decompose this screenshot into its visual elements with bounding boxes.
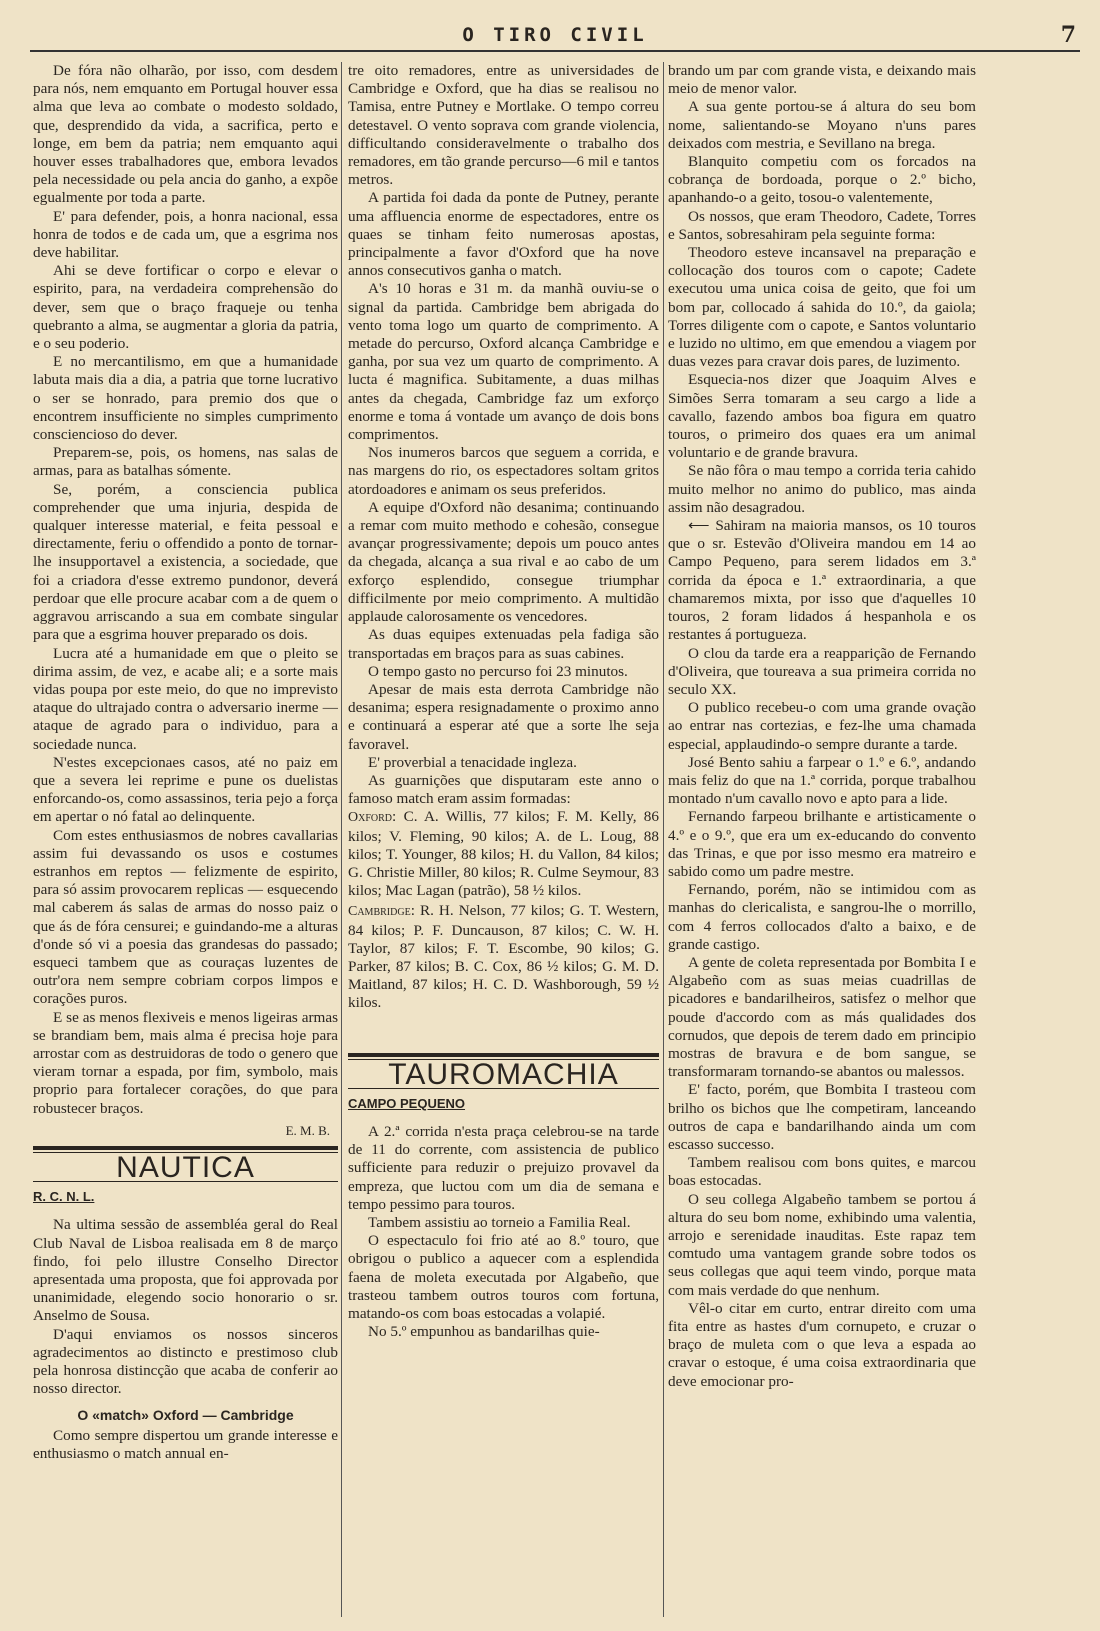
essay-body bbox=[33, 62, 338, 1118]
paragraph: Apesar de mais esta derrota Cambridge não desanima; espera resignadamente o proximo anno e continuará a esperar até que a sorte lhe seja favoravel. bbox=[348, 680, 659, 753]
paragraph: Como sempre dispertou um grande interesse e enthusiasmo o match annual en- bbox=[33, 1426, 338, 1462]
paragraph: O espectaculo foi frio até ao 8.º touro, que obrigou o publico a aquecer com a esplendida faena de moleta executada por Algabeño, que trasteou tambem outros touros com fortuna, matando-os com boas estocadas a volapié. bbox=[348, 1232, 659, 1322]
paragraph: O tempo gasto no percurso foi 23 minutos. bbox=[368, 662, 628, 680]
paragraph: E' para defender, pois, a honra nacional, essa honra de todos e de cada um, que a esgrima nos deve habilitar. bbox=[33, 207, 338, 262]
crew-members: C. A. Willis, 77 kilos; F. M. Kelly, 86 kilos; V. Fleming, 90 kilos; A. de L. Loug, 88 kilos; T. Younger, 88 kilos; H. du Vallon, 84 kilos; G. Christie Miller, 80 kilos; R. Culme Seymour, 83 kilos; Mac Lagan (patrão), 58 ½ kilos. bbox=[348, 808, 659, 900]
column-3 bbox=[668, 62, 976, 1619]
paragraph: Tambem assistiu ao torneio a Familia Real. bbox=[368, 1213, 631, 1231]
paragraph: Esquecia-nos dizer que Joaquim Alves e Simões Serra tomaram a seu cargo a lide a cavallo, fazendo ambos boa figura em quatro touros, o primeiro dos quaes era um animal voluntario e de grande bravura. bbox=[668, 371, 976, 462]
paragraph: Fernando farpeou brilhante e artisticamente o 4.º e o 9.º, que era um ex-educando do convento das Trinas, e que por isso mesmo era matreiro e sabido como um padre mestre. bbox=[668, 808, 976, 880]
paragraph: No 5.º empunhou as bandarilhas quie- bbox=[368, 1323, 600, 1341]
column-divider bbox=[663, 62, 664, 1617]
column-2 bbox=[348, 62, 659, 1619]
paragraph: Theodoro esteve incansavel na preparação e collocação dos touros com o capote; Cadete executou uma unica coisa de geito, que foi um bom par, collocado á sahida do 10.º, da gaiola; Torres diligente com o capote, e Santos voluntario e luzido no ultimo, em que emendou a viagem por duas vezes para cravar dois pares, de luzimento. bbox=[668, 244, 976, 371]
paragraph: Se não fôra o mau tempo a corrida teria cahido muito melhor no animo do publico, mas ainda assim não desagradou. bbox=[668, 462, 976, 516]
paragraph: José Bento sahiu a farpear o 1.º e 6.º, andando mais feliz do que na 1.ª corrida, porque trabalhou montado n'um cavallo novo e apto para a lide. bbox=[668, 753, 976, 808]
paragraph: Blanquito competiu com os forcados na cobrança de bordoada, porque o 2.º bicho, apanhando-o a geito, tosou-o valentemente, bbox=[668, 153, 976, 207]
paragraph: Com estes enthusiasmos de nobres cavallarias assim fui devassando os usos e costumes estranhos em reptos — felizmente de espirito, para só assim provocarem replicas — esquecendo mal caberem ás salas de armas do nosso paiz o que ás de fóra censurei; e guindando-me a alturas d'onde só vi a poesia das grandesas do passado; esqueci tambem que as couraças luzentes de outr'ora nem sempre cobriam corpos limpos e corações puros. bbox=[33, 826, 338, 1008]
subsection-title-match: O «match» Oxford — Cambridge bbox=[77, 1407, 294, 1424]
paragraph: brando um par com grande vista, e deixando mais meio de menor valor. bbox=[668, 62, 976, 98]
paragraph: De fóra não olharão, por isso, com desdem para nós, nem emquanto em Portugal houver essa alma que leva ao combate o modesto soldado, que, desprendido da vida, a sacrifica, perto e longe, em bem da patria; nem emquanto aqui houver esses trabalhadores que, embora levados pela necessidade ou pela ancia do ganho, a expõe egualmente por toda a parte. bbox=[33, 62, 338, 207]
paragraph: N'estes excepcionaes casos, até no paiz em que a severa lei reprime e pune os duelistas enforcando-os, como assassinos, teria pejo a força em apertar o nó fatal ao delinquente. bbox=[33, 753, 338, 826]
page-header bbox=[30, 22, 1080, 50]
paragraph: A sua gente portou-se á altura do seu bom nome, salientando-se Moyano n'uns pares deixados com mestria, e Sevillano na brega. bbox=[668, 98, 976, 152]
paragraph: Lucra até a humanidade em que o pleito se dirima assim, de vez, e acabe ali; e a sorte mais vidas poupa por este meio, do que no imprevisto ataque do ultrajado contra o adversario inerme — ataque de agrado para o individuo, para a sociedade nunca. bbox=[33, 644, 338, 753]
crew-list-oxford: Oxford: C. A. Willis, 77 kilos; F. M. Kelly, 86 kilos; V. Fleming, 90 kilos; A. de L. Loug, 88 kilos; T. Younger, 88 kilos; H. du Vallon, 84 kilos; G. Christie Miller, 80 kilos; R. Culme Seymour, 83 kilos; Mac Lagan (patrão), 58 ½ kilos. bbox=[348, 808, 659, 900]
paragraph: A gente de coleta representada por Bombita I e Algabeño com as suas meias cuadrillas de picadores e bandarilheiros, satisfez o melhor que poude d'accordo com as más qualidades dos cornudos, que depois de terem dado em principio mostras de bravura e de bom sangue, se transformaram tornando-se abantos ou malessos. bbox=[668, 953, 976, 1081]
column-divider bbox=[341, 62, 342, 1617]
subsection-title: R. C. N. L. bbox=[33, 1189, 95, 1205]
paragraph: Vêl-o citar em curto, entrar direito com uma fita entre as hastes d'um cornupeto, e cruzar o braço de muleta com o que leva a espada ao cravar o estoque, é uma coisa extraordinaria que deve emocionar pro- bbox=[668, 1299, 976, 1390]
paragraph: A's 10 horas e 31 m. da manhã ouviu-se o signal da partida. Cambridge bem abrigada do vento toma logo um quarto de comprimento. A metade do percurso, Oxford alcança Cambridge e ganha, por sua vez um quarto de comprimento. A lucta é magnifica. Subitamente, a duas milhas antes da chegada, Cambridge faz um exforço enorme e toma á vontade um avanço de dois bons comprimentos. bbox=[348, 280, 659, 444]
section-title-nautica: NAUTICA bbox=[116, 1150, 255, 1184]
paragraph: As duas equipes extenuadas pela fadiga são transportadas em braços para as suas cabines. bbox=[348, 626, 659, 662]
paragraph: A partida foi dada da ponte de Putney, perante uma affluencia enorme de espectadores, entre os quaes se tinham feito numerosas apostas, principalmente a favor d'Oxford que ha nove annos consecutivos ganha o match. bbox=[348, 189, 659, 280]
paragraph: Tambem realisou com bons quites, e marcou boas estocadas. bbox=[668, 1154, 976, 1190]
paragraph: D'aqui enviamos os nossos sinceros agradecimentos ao distincto e prestimoso club pela honrosa distincção que acaba de conferir ao nosso director. bbox=[33, 1325, 338, 1398]
section-title-tauromachia: TAUROMACHIA bbox=[388, 1057, 619, 1091]
author-signature: E. M. B. bbox=[285, 1122, 330, 1138]
crew-members: R. H. Nelson, 77 kilos; G. T. Western, 84 kilos; P. F. Duncauson, 87 kilos; C. W. H. Taylor, 87 kilos; F. T. Escombe, 90 kilos; G. Parker, 87 kilos; B. C. Cox, 86 ½ kilos; G. M. D. Maitland, 87 kilos; H. C. D. Washborough, 59 ½ kilos. bbox=[348, 902, 659, 1012]
paragraph: ⟵ Sahiram na maioria mansos, os 10 touros que o sr. Estevão d'Oliveira mandou em 14 ao Campo Pequeno, para serem lidados em 3.ª corrida da época e 1.ª extraordinaria, a que chamaremos mixta, por isso que d'aquelles 10 touros, 2 foram lidados á hespanhola e os restantes á portugueza. bbox=[668, 517, 976, 644]
paragraph: As guarnições que disputaram este anno o famoso match eram assim formadas: bbox=[348, 771, 659, 808]
paragraph: O publico recebeu-o com uma grande ovação ao entrar nas cortezias, e fez-lhe uma chamada especial, applaudindo-o sempre durante a tarde. bbox=[668, 699, 976, 753]
paragraph: Ahi se deve fortificar o corpo e elevar o espirito, para, na verdadeira comprehensão do dever, sem que o braço fraqueje ou tenha quebranto a alma, se augmentar a gloria da patria, e o seu poderio. bbox=[33, 262, 338, 353]
paragraph: Na ultima sessão de assembléa geral do Real Club Naval de Lisboa realisada em 8 de março findo, foi pelo illustre Conselho Director apresentada uma proposta, que foi approvada por unanimidade, elegendo socio honorario o sr. Anselmo de Sousa. bbox=[33, 1216, 338, 1325]
paragraph: E' proverbial a tenacidade ingleza. bbox=[368, 753, 577, 771]
paragraph: O seu collega Algabeño tambem se portou á altura do seu bom nome, exhibindo uma valentia, arrojo e serenidade inauditas. Este rapaz tem comtudo uma vantagem grande sobre todos os seus collegas que aqui teem vindo, porque mata com mais verdade do que nenhum. bbox=[668, 1190, 976, 1299]
paragraph: E no mercantilismo, em que a humanidade labuta mais dia a dia, a patria que torne lucrativo o ser se honrado, para premio dos que o encontrem insufficiente no simples cumprimento consciencioso do dever. bbox=[33, 353, 338, 444]
paragraph: A equipe d'Oxford não desanima; continuando a remar com muito methodo e cohesão, consegue avançar progressivamente; depois um pouco antes da chegada, alcança a sua rival e ao cabo de um exforço esplendido, consegue triumphar difficilmente por meio comprimento. A multidão applaude calorosamente os vencedores. bbox=[348, 498, 659, 626]
paragraph: Preparem-se, pois, os homens, nas salas de armas, para as batalhas sómente. bbox=[33, 444, 338, 480]
subsection-title: CAMPO PEQUENO bbox=[348, 1095, 466, 1111]
paragraph: E' facto, porém, que Bombita I trasteou com brilho os bichos que lhe competiram, lanceando outros de capa e bandarilhando ainda um com escasso successo. bbox=[668, 1081, 976, 1153]
paragraph: E se as menos flexiveis e menos ligeiras armas se brandiam bem, mais alma é precisa hoje para arrostar com as destruidoras de todo o genero que vieram tornar a espada, por fim, symbolo, mais proprio para fortalecer corações, do que para robustecer braços. bbox=[33, 1008, 338, 1117]
header-rule bbox=[30, 50, 1080, 52]
crew-label: Oxford bbox=[348, 810, 393, 826]
paragraph: tre oito remadores, entre as universidades de Cambridge e Oxford, que ha dias se realisou no Tamisa, entre Putney e Mortlake. O tempo correu detestavel. O vento soprava com grande violencia, difficultando consideravelmente o trabalho dos remadores, em tão grande percurso—6 mil e tantos metros. bbox=[348, 62, 659, 189]
paragraph: Os nossos, que eram Theodoro, Cadete, Torres e Santos, sobresahiram pela seguinte forma: bbox=[668, 207, 976, 243]
paragraph: Fernando, porém, não se intimidou com as manhas do clericalista, e sangrou-lhe o morrillo, com 4 ferros collocados d'alto a baixo, e de grande castigo. bbox=[668, 881, 976, 953]
column-1 bbox=[33, 62, 338, 1619]
newspaper-title: O TIRO CIVIL bbox=[462, 24, 648, 46]
paragraph: Nos inumeros barcos que seguem a corrida, e nas margens do rio, os espectadores soltam gritos atordoadores e animam os seus preferidos. bbox=[348, 444, 659, 498]
crew-label: Cambridge bbox=[348, 904, 411, 920]
paragraph: Se, porém, a consciencia publica comprehender que uma injuria, despida de qualquer interesse material, e feita pessoal e directamente, feriu o offendido a ponto de tornar-lhe insupportavel a existencia, a sociedade, que foi a criadora d'esse extremo pundonor, deverá perdoar que elle procure acabar com a de quem o aggravou arriscando a sua em combate singular para que a esgrima houver preparado os dois. bbox=[33, 480, 338, 644]
page-number: 7 bbox=[1060, 22, 1076, 48]
paragraph: A 2.ª corrida n'esta praça celebrou-se na tarde de 11 do corrente, com assistencia de publico sufficiente para reduzir o prejuizo provavel da empreza, que luctou com um dia de semana e tempo pessimo para touros. bbox=[348, 1122, 659, 1213]
paragraph: O clou da tarde era a reapparição de Fernando d'Oliveira, que toureava a sua primeira corrida no seculo XX. bbox=[668, 644, 976, 698]
crew-list-cambridge: Cambridge: R. H. Nelson, 77 kilos; G. T. Western, 84 kilos; P. F. Duncauson, 87 kilos; C. W. H. Taylor, 87 kilos; F. T. Escombe, 90 kilos; G. Parker, 87 kilos; B. C. Cox, 86 ½ kilos; G. M. D. Maitland, 87 kilos; H. C. D. Washborough, 59 ½ kilos. bbox=[348, 902, 659, 1012]
